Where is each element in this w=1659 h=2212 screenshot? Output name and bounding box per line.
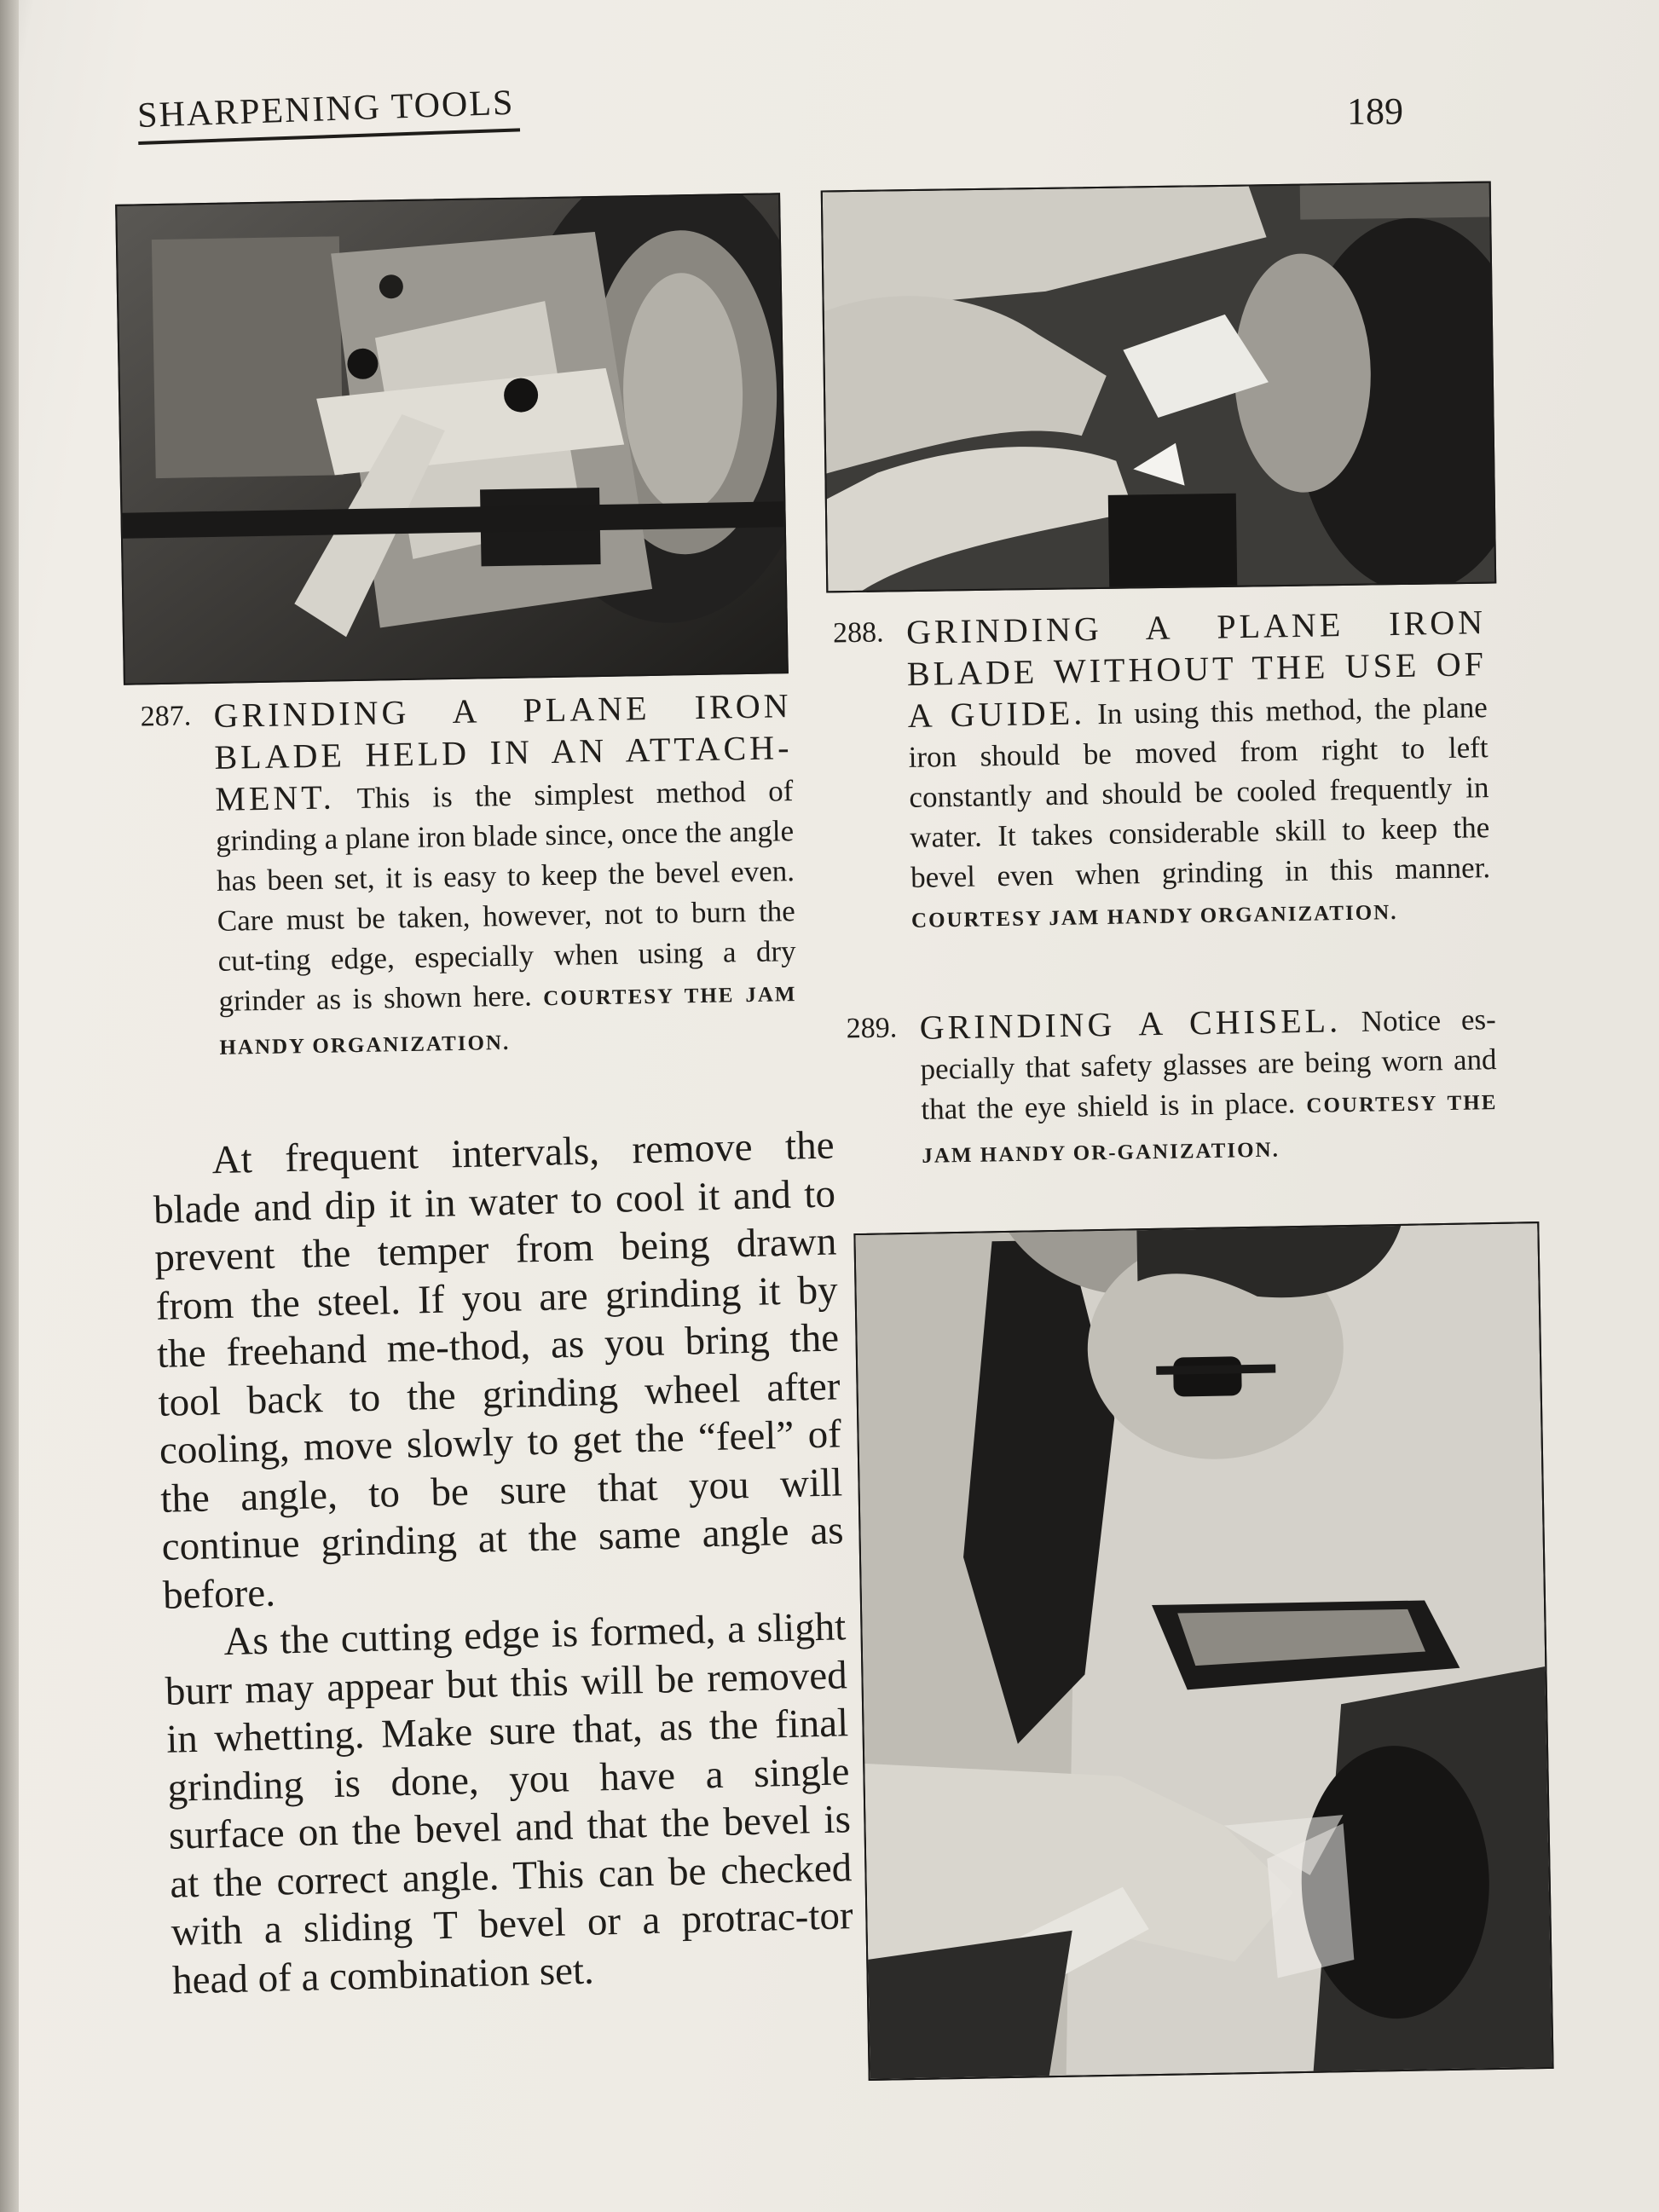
body-text <box>152 1121 855 2004</box>
figure-287-credit: COURTESY THE JAM HANDY ORGANIZATION. <box>219 983 797 1060</box>
figure-288-caption <box>832 602 1492 941</box>
figure-289-title: GRINDING A CHISEL. <box>919 1001 1342 1047</box>
figure-287-photo <box>115 193 789 685</box>
figure-287-number: 287. <box>140 700 192 733</box>
figure-288-title: GRINDING A PLANE IRON BLADE WITHOUT THE USE OF A GUIDE. <box>905 603 1488 735</box>
figure-287-text: This is the simplest method of grinding a plane iron blade since, once the angle has been set, it is easy to keep the bevel even. Care must be taken, however, not to burn the cut-ting edge, especially when using a dry grinder as is shown here. <box>215 774 796 1018</box>
figure-288-number: 288. <box>832 616 884 650</box>
figure-288-photo <box>821 182 1497 593</box>
running-head <box>136 83 515 136</box>
page-number: 189 <box>1347 90 1403 132</box>
figure-289-photo <box>853 1222 1553 2081</box>
figure-288-credit: COURTESY JAM HANDY ORGANIZATION. <box>910 900 1398 933</box>
figure-289-number: 289. <box>846 1012 898 1045</box>
figure-289-credit: COURTESY THE JAM HANDY OR-GANIZATION. <box>922 1091 1498 1168</box>
figure-288-text: In using this method, the plane iron should be moved from right to left constantly and should be cooled frequently in water. It takes considerable skill to keep the bevel even when grinding in this manner. <box>908 690 1491 894</box>
figure-287-caption <box>140 685 798 1068</box>
figure-287-title: GRINDING A PLANE IRON BLADE HELD IN AN ATTACH-MENT. <box>213 686 793 818</box>
binding-edge <box>0 0 19 2212</box>
figure-289-caption <box>846 997 1498 1176</box>
body-paragraph-2: As the cutting edge is formed, a slight burr may appear but this will be removed in whetting. Make sure that, as the final grinding is done, you have a single surface on the bevel and that the bevel is at the correct angle. This can be checked with a sliding T bevel or a protrac-tor head of a combination set. <box>165 1604 854 2003</box>
running-head-text: SHARPENING TOOLS <box>136 83 516 136</box>
figure-289-text: Notice es-pecially that safety glasses are being worn and that the eye shield is in place. <box>920 1002 1497 1126</box>
body-paragraph-1: At frequent intervals, remove the blade and dip it in water to cool it and to prevent the temper from being drawn from the steel. If you are grinding it by the freehand me-thod, as you bring the tool back to the grinding wheel after cooling, move slowly to get the “feel” of the angle, to be sure that you will continue grinding at the same angle as before. <box>153 1123 845 1618</box>
